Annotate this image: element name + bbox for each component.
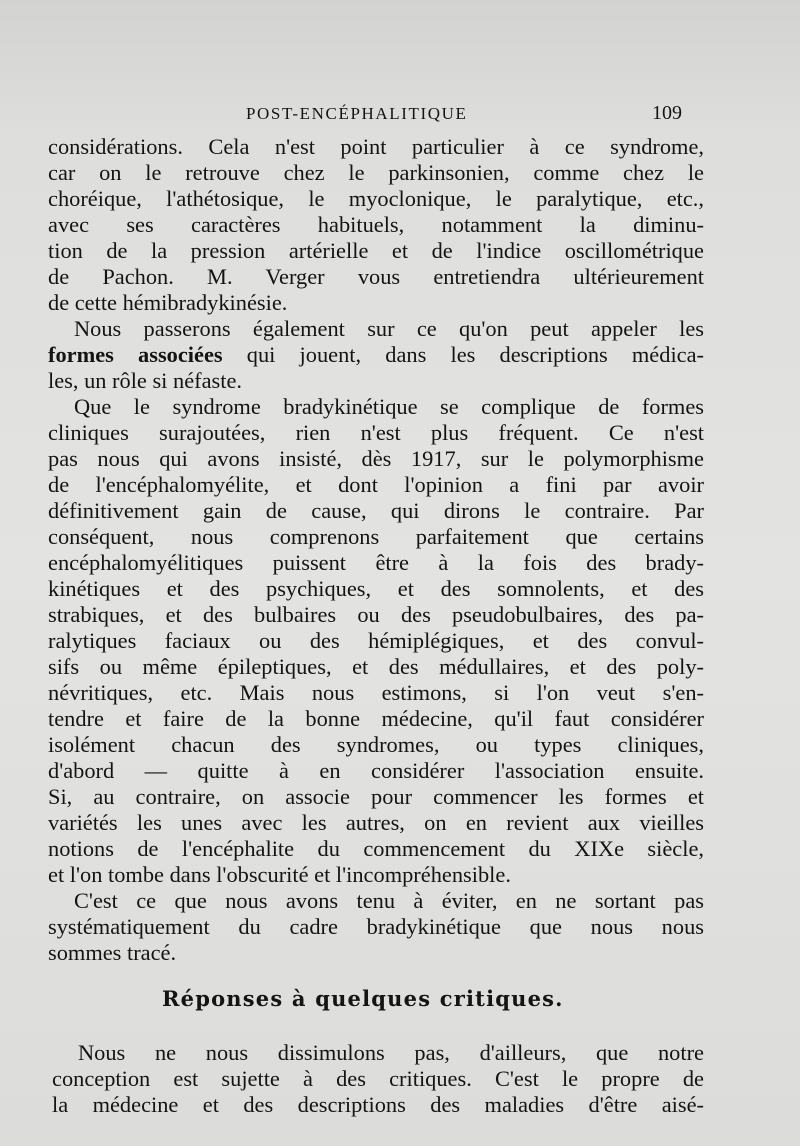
- text-line: choréique, l'athétosique, le myoclonique, le paralytique, etc.,: [48, 186, 704, 211]
- text-line: de Pachon. M. Verger vous entretiendra ultérieurement: [48, 264, 704, 289]
- main-text-block: [48, 134, 704, 966]
- section-heading: Réponses à quelques critiques.: [162, 986, 564, 1011]
- text-line: tion de la pression artérielle et de l'indice oscillométrique: [48, 238, 704, 263]
- text-line: définitivement gain de cause, qui dirons le contraire. Par: [48, 498, 704, 523]
- closing-text-block: [52, 1040, 704, 1118]
- running-title: POST-ENCÉPHALITIQUE: [246, 104, 468, 123]
- text-line: systématiquement du cadre bradykinétique que nous nous: [48, 914, 704, 939]
- text-line: Que le syndrome bradykinétique se complique de formes: [74, 394, 704, 419]
- text-line: les, un rôle si néfaste.: [48, 368, 242, 393]
- text-line: variétés les unes avec les autres, on en revient aux vieilles: [48, 810, 704, 835]
- text-line: C'est ce que nous avons tenu à éviter, en ne sortant pas: [74, 888, 704, 913]
- text-line: Nous passerons également sur ce qu'on peut appeler les: [74, 316, 704, 341]
- text-line: kinétiques et des psychiques, et des somnolents, et des: [48, 576, 704, 601]
- text-line: Si, au contraire, on associe pour commencer les formes et: [48, 784, 704, 809]
- text-line: conception est sujette à des critiques. C'est le propre de: [52, 1066, 704, 1091]
- text-line: [48, 342, 704, 368]
- text-line: tendre et faire de la bonne médecine, qu'il faut considérer: [48, 706, 704, 731]
- text-run: qui jouent, dans les descriptions médica-: [222, 342, 704, 367]
- text-line: et l'on tombe dans l'obscurité et l'incompréhensible.: [48, 862, 511, 887]
- text-line: cliniques surajoutées, rien n'est plus fréquent. Ce n'est: [48, 420, 704, 445]
- text-line: avec ses caractères habituels, notamment la diminu-: [48, 212, 704, 237]
- text-line: car on le retrouve chez le parkinsonien, comme chez le: [48, 160, 704, 185]
- text-line: notions de l'encéphalite du commencement du XIXe siècle,: [48, 836, 704, 861]
- text-line: névritiques, etc. Mais nous estimons, si l'on veut s'en-: [48, 680, 704, 705]
- text-line: la médecine et des descriptions des maladies d'être aisé-: [52, 1092, 704, 1117]
- text-line: sifs ou même épileptiques, et des médullaires, et des poly-: [48, 654, 704, 679]
- text-line: pas nous qui avons insisté, dès 1917, sur le polymorphisme: [48, 446, 704, 471]
- text-line: isolément chacun des syndromes, ou types cliniques,: [48, 732, 704, 757]
- text-line: conséquent, nous comprenons parfaitement que certains: [48, 524, 704, 549]
- text-line: ralytiques faciaux ou des hémiplégiques, et des convul-: [48, 628, 704, 653]
- text-line: sommes tracé.: [48, 940, 177, 965]
- text-line: strabiques, et des bulbaires ou des pseudobulbaires, des pa-: [48, 602, 704, 627]
- page-number: 109: [652, 102, 682, 124]
- text-line: Nous ne nous dissimulons pas, d'ailleurs, que notre: [78, 1040, 704, 1065]
- text-line: considérations. Cela n'est point particulier à ce syndrome,: [48, 134, 704, 159]
- text-line: de l'encéphalomyélite, et dont l'opinion a fini par avoir: [48, 472, 704, 497]
- text-line: de cette hémibradykinésie.: [48, 290, 288, 315]
- emphasis-text: formes associées: [48, 342, 223, 367]
- text-line: d'abord — quitte à en considérer l'association ensuite.: [48, 758, 704, 783]
- text-line: encéphalomyélitiques puissent être à la fois des brady-: [48, 550, 704, 575]
- page-header: [0, 104, 800, 130]
